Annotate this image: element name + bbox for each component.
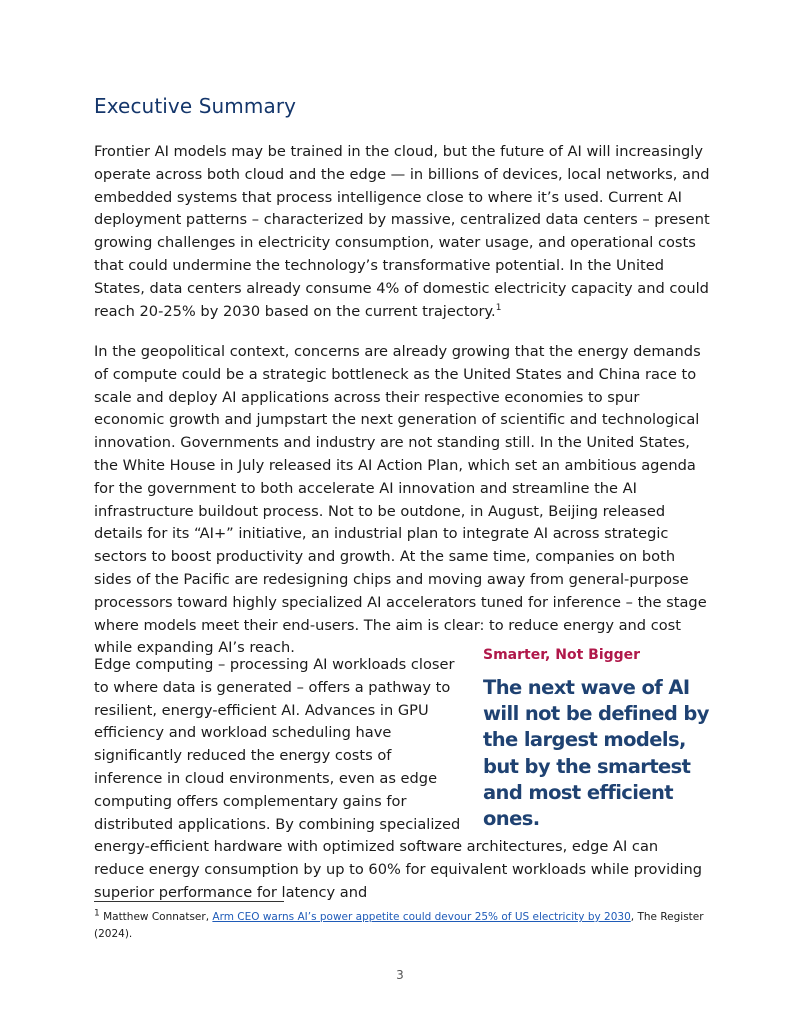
footnote-reference[interactable]: 1 <box>495 302 502 313</box>
paragraph-edge-computing-text: Edge computing – processing AI workloads closer to where data is generated – offers a pathway to resilient, energy-efficient AI. Advances in GPU efficiency and workload scheduling have significantly reduced the energy costs of inference in cloud environments, even as edge computing offers complementary gains for distributed applications. By combining specialized energy-efficient hardware with optimized software architectures, edge AI can reduce energy consumption by up to 60% for equivalent workloads while providing superior performance for latency and <box>94 656 703 901</box>
footnote-number: 1 <box>94 908 100 919</box>
page-number: 3 <box>396 968 404 982</box>
paragraph-geopolitical: In the geopolitical context, concerns are already growing that the energy demands of compute could be a strategic bottleneck as the United States and China race to scale and deploy AI applications across their respective economies to spur economic growth and jumpstart the next generation of scientific and technological innovation. Governments and industry are not standing still. In the United States, the White House in July released its AI Action Plan, which set an ambitious agenda for the government to both accelerate AI innovation and streamline the AI infrastructure buildout process. Not to be outdone, in August, Beijing released details for its “AI+” initiative, an industrial plan to integrate AI across strategic sectors to boost productivity and growth. At the same time, companies on both sides of the Pacific are redesigning chips and moving away from general-purpose processors toward highly specialized AI accelerators tuned for inference – the stage where models meet their end-users. The aim is clear: to reduce energy and cost while expanding AI’s reach. <box>94 343 707 657</box>
footnote-link[interactable]: Arm CEO warns AI’s power appetite could devour 25% of US electricity by 2030 <box>212 911 631 923</box>
paragraph-intro-text: Frontier AI models may be trained in the cloud, but the future of AI will increasingly operate across both cloud and the edge — in billions of devices, local networks, and embedded systems that process intelligence close to where it’s used. Current AI deployment patterns – characterized by massive, centralized data centers – present growing challenges in electricity consumption, water usage, and operational costs that could undermine the technology’s transformative potential. In the United States, data centers already consume 4% of domestic electricity capacity and could reach 20-25% by 2030 based on the current trajectory. <box>94 143 710 320</box>
section-heading: Executive Summary <box>94 94 297 118</box>
footnote-divider <box>94 901 284 902</box>
paragraph-intro <box>94 141 710 323</box>
footnote-source: , The Register (2024). <box>94 911 704 940</box>
pull-quote-callout <box>483 647 723 832</box>
footnote <box>94 909 710 943</box>
callout-kicker: Smarter, Not Bigger <box>483 647 641 663</box>
callout-quote: The next wave of AI will not be defined by the largest models, but by the smartest and most efficient ones. <box>483 676 709 831</box>
footnote-author: Matthew Connatser, <box>99 911 213 923</box>
